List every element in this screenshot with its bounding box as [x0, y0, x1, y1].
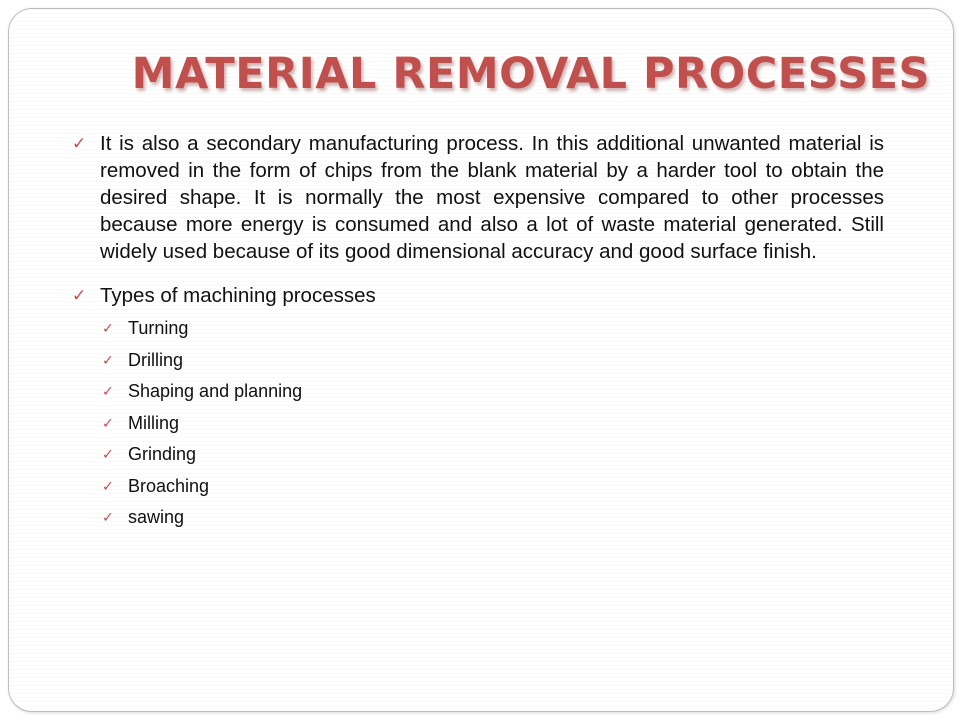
list-item	[102, 471, 884, 503]
list-item	[102, 313, 884, 345]
list-item	[102, 408, 884, 440]
bullet-text: Types of machining processes	[100, 284, 376, 307]
list-item-label: Turning	[128, 318, 189, 338]
check-icon: ✓	[102, 510, 114, 526]
list-item	[102, 345, 884, 377]
check-icon: ✓	[102, 478, 114, 495]
list-item	[102, 502, 884, 534]
check-icon: ✓	[72, 286, 87, 306]
check-icon: ✓	[102, 415, 114, 432]
list-item	[102, 439, 884, 471]
machining-process-list	[102, 313, 884, 534]
list-item-label: Milling	[128, 412, 180, 433]
list-item-label: Grinding	[128, 444, 197, 464]
list-item-label: Shaping and planning	[128, 381, 303, 401]
check-icon: ✓	[102, 384, 114, 400]
bullet-description	[72, 130, 884, 265]
list-item-label: Broaching	[128, 475, 210, 496]
list-item	[102, 376, 884, 408]
bullet-text: It is also a secondary manufacturing process. In this additional unwanted material is removed in the form of chips from the blank material by a harder tool to obtain the desired shape. It is normally the most expensive compared to other processes because more energy is consumed and also a lot of waste material generated. Still widely used because of its good dimensional accuracy and good surface finish.	[100, 132, 884, 263]
check-icon: ✓	[102, 352, 114, 369]
check-icon: ✓	[102, 321, 114, 337]
slide-content	[72, 130, 884, 534]
check-icon: ✓	[102, 447, 114, 463]
check-icon: ✓	[72, 134, 87, 154]
slide-title: MATERIAL REMOVAL PROCESSES	[131, 49, 930, 99]
bullet-types-heading	[72, 282, 884, 309]
list-item-label: Drilling	[128, 349, 184, 370]
list-item-label: sawing	[128, 507, 185, 527]
